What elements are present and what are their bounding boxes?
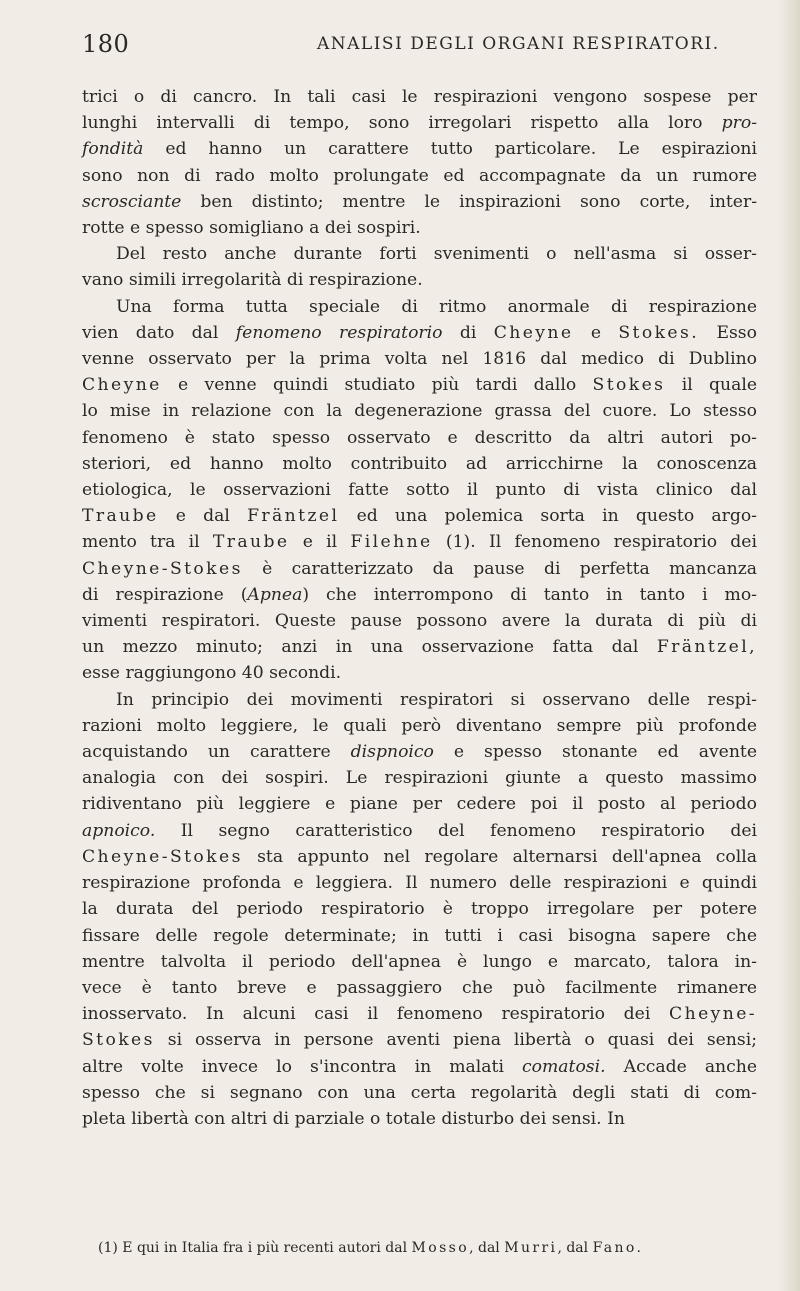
text-run: apnoico. xyxy=(82,820,156,841)
page-header xyxy=(82,30,764,70)
text-run: rotte e spesso somigliano a dei sospiri. xyxy=(82,218,421,239)
text-run: pro- xyxy=(721,113,757,134)
text-line xyxy=(82,1054,757,1080)
footnote-run: , dal xyxy=(469,1240,505,1256)
text-run: venne osservato per la prima volta nel 1816 dal medico di Dublino xyxy=(82,349,757,370)
text-line xyxy=(82,215,757,241)
text-run: ) che interrompono di tanto in tanto i mo- xyxy=(302,584,757,605)
text-run: ben distinto; mentre le inspirazioni sono corte, inter- xyxy=(181,191,757,212)
text-run: Apnea xyxy=(247,584,303,605)
text-line xyxy=(82,896,757,922)
text-run: sta appunto nel regolare alternarsi dell'apnea colla xyxy=(242,846,757,867)
page-edge-shadow xyxy=(778,0,800,1291)
text-run: altre volte invece lo s'incontra in malati xyxy=(82,1056,523,1077)
text-run: mento tra il xyxy=(82,532,213,553)
text-run: respirazione profonda e leggiera. Il numero delle respirazioni e quindi xyxy=(82,873,757,894)
text-line xyxy=(82,556,757,582)
text-line xyxy=(82,294,757,320)
footnote-run: Fano. xyxy=(592,1240,644,1256)
footnote-run: Murri xyxy=(504,1240,558,1256)
text-line xyxy=(82,1027,757,1053)
footnote-run: Mosso xyxy=(411,1240,470,1256)
text-run: Fräntzel, xyxy=(656,637,757,658)
text-run: fondità xyxy=(82,139,144,160)
text-run: vimenti respiratori. Queste pause possono avere la durata di più di xyxy=(82,611,757,632)
text-line xyxy=(82,739,757,765)
text-run: Cheyne- xyxy=(669,1004,757,1025)
text-run: Del resto anche durante forti svenimenti o nell'asma si osser- xyxy=(116,244,757,265)
text-line xyxy=(82,660,757,686)
text-line xyxy=(82,503,757,529)
text-run: pleta libertà con altri di parziale o totale disturbo dei sensi. In xyxy=(82,1108,625,1129)
text-run: esse raggiungono 40 secondi. xyxy=(82,663,342,684)
text-line xyxy=(82,870,757,896)
text-line xyxy=(82,923,757,949)
text-run: Stokes xyxy=(592,375,666,396)
text-run: mentre talvolta il periodo dell'apnea è lungo e marcato, talora in- xyxy=(82,951,757,972)
text-line xyxy=(82,477,757,503)
text-line xyxy=(82,451,757,477)
text-line xyxy=(82,1106,757,1132)
text-line xyxy=(82,1080,757,1106)
text-run: sono non di rado molto prolungate ed accompagnate da un rumore xyxy=(82,165,757,186)
text-run: di xyxy=(442,322,494,343)
text-run: Cheyne xyxy=(82,375,162,396)
text-run: etiologica, le osservazioni fatte sotto il punto di vista clinico dal xyxy=(82,480,757,501)
text-line xyxy=(82,529,757,555)
text-run: è caratterizzato da pause di perfetta mancanza xyxy=(242,558,757,579)
text-run: lo mise in relazione con la degenerazione grassa del cuore. Lo stesso xyxy=(82,401,757,422)
text-run: ed hanno un carattere tutto particolare. Le espirazioni xyxy=(143,139,757,160)
text-line xyxy=(82,372,757,398)
text-run: Stokes. xyxy=(618,322,700,343)
text-run: Cheyne xyxy=(493,322,574,343)
text-line xyxy=(82,425,757,451)
text-run: Filehne xyxy=(350,532,433,553)
text-line xyxy=(82,320,757,346)
text-line xyxy=(82,163,757,189)
footnote xyxy=(98,1240,758,1256)
text-line xyxy=(82,267,757,293)
text-run: e il xyxy=(289,532,351,553)
running-head: ANALISI DEGLI ORGANI RESPIRATORI. xyxy=(317,34,720,54)
text-run: In principio dei movimenti respiratori si osservano delle respi- xyxy=(116,689,757,710)
text-line xyxy=(82,949,757,975)
text-run: e venne quindi studiato più tardi dallo xyxy=(161,375,593,396)
text-line xyxy=(82,634,757,660)
text-line xyxy=(82,1001,757,1027)
text-run: spesso che si segnano con una certa regolarità degli stati di com- xyxy=(82,1082,757,1103)
text-run: la durata del periodo respiratorio è troppo irregolare per potere xyxy=(82,899,757,920)
text-run: trici o di cancro. In tali casi le respirazioni vengono sospese per xyxy=(82,87,757,107)
text-line xyxy=(82,765,757,791)
text-run: Cheyne-Stokes xyxy=(82,846,243,867)
text-run: Cheyne-Stokes xyxy=(82,558,243,579)
text-run: razioni molto leggiere, le quali però diventano sempre più profonde xyxy=(82,715,757,736)
page-number: 180 xyxy=(82,30,130,58)
text-line xyxy=(82,791,757,817)
text-run: inosservato. In alcuni casi il fenomeno respiratorio dei xyxy=(82,1004,670,1025)
text-run: un mezzo minuto; anzi in una osservazione fatta dal xyxy=(82,637,657,658)
text-run: Stokes xyxy=(82,1030,155,1051)
text-run: di respirazione ( xyxy=(82,584,248,605)
text-run: lunghi intervalli di tempo, sono irregolari rispetto alla loro xyxy=(82,113,722,134)
text-line xyxy=(82,975,757,1001)
text-run: e xyxy=(573,322,619,343)
text-line xyxy=(82,713,757,739)
text-run: Traube xyxy=(212,532,290,553)
text-run: acquistando un carattere xyxy=(82,742,351,763)
text-line xyxy=(82,608,757,634)
text-line xyxy=(82,346,757,372)
text-run: ridiventano più leggiere e piane per cedere poi il posto al periodo xyxy=(82,794,757,815)
text-run: fenomeno respiratorio xyxy=(235,322,443,343)
text-run: analogia con dei sospiri. Le respirazioni giunte a questo massimo xyxy=(82,768,757,789)
text-run: Fräntzel xyxy=(247,506,340,527)
text-run: il quale xyxy=(665,375,757,396)
text-run: Esso xyxy=(699,322,757,343)
text-line xyxy=(82,84,757,110)
text-run: ed una polemica sorta in questo argo- xyxy=(339,506,757,527)
footnote-run: (1) E qui in Italia fra i più recenti autori dal xyxy=(98,1240,412,1256)
text-run: vien dato dal xyxy=(82,322,236,343)
text-line xyxy=(82,110,757,136)
text-run: si osserva in persone aventi piena libertà o quasi dei sensi; xyxy=(154,1030,757,1051)
body-text xyxy=(82,84,757,1132)
text-line xyxy=(82,241,757,267)
text-run: Traube xyxy=(82,506,159,527)
text-run: fenomeno è stato spesso osservato e descritto da altri autori po- xyxy=(82,427,757,448)
text-run: dispnoico xyxy=(350,742,434,763)
footnote-run: , dal xyxy=(557,1240,593,1256)
text-line xyxy=(82,687,757,713)
text-line xyxy=(82,582,757,608)
text-run: Una forma tutta speciale di ritmo anormale di respirazione xyxy=(116,296,757,317)
text-run: Il segno caratteristico del fenomeno respiratorio dei xyxy=(155,820,757,841)
text-run: e spesso stonante ed avente xyxy=(433,742,757,763)
text-run: (1). Il fenomeno respiratorio dei xyxy=(432,532,757,553)
text-run: vano simili irregolarità di respirazione. xyxy=(82,270,423,291)
text-run: vece è tanto breve e passaggiero che può facilmente rimanere xyxy=(82,977,757,998)
text-run: Accade anche xyxy=(605,1056,757,1077)
text-line xyxy=(82,844,757,870)
text-run: scrosciante xyxy=(82,191,182,212)
text-line xyxy=(82,818,757,844)
text-line xyxy=(82,189,757,215)
text-line xyxy=(82,136,757,162)
text-run: fissare delle regole determinate; in tutti i casi bisogna sapere che xyxy=(82,925,757,946)
text-line xyxy=(82,398,757,424)
text-run: steriori, ed hanno molto contribuito ad arricchirne la conoscenza xyxy=(82,453,757,474)
text-run: comatosi. xyxy=(522,1056,606,1077)
text-run: e dal xyxy=(158,506,248,527)
